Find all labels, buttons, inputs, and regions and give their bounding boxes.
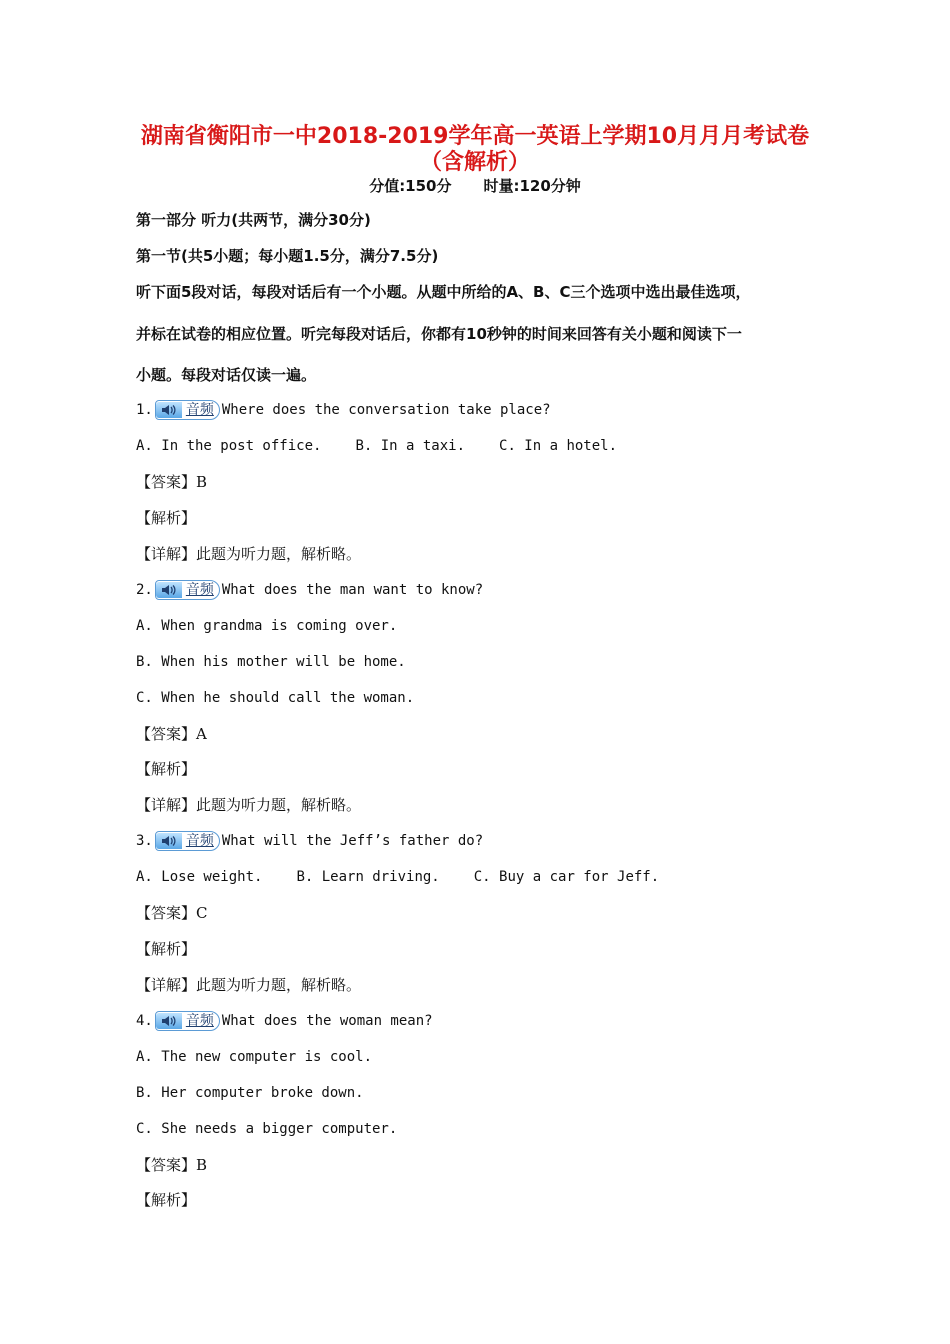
question-text: What will the Jeff’s father do? bbox=[221, 833, 484, 849]
audio-label: 音频 bbox=[185, 402, 214, 418]
detail-line: 【详解】此题为听力题，解析略。 bbox=[136, 976, 362, 994]
question-2 bbox=[136, 579, 483, 601]
question-number: 1. bbox=[136, 402, 153, 418]
answer-line: 【答案】B bbox=[136, 1156, 208, 1174]
title-line-2: （含解析） bbox=[419, 150, 530, 175]
question-text: Where does the conversation take place? bbox=[221, 402, 551, 418]
instruction-line-3: 小题。每段对话仅读一遍。 bbox=[136, 366, 317, 384]
option-c: C. Buy a car for Jeff. bbox=[473, 869, 660, 885]
question-number: 3. bbox=[136, 833, 153, 849]
speaker-icon bbox=[156, 582, 182, 598]
audio-label: 音频 bbox=[185, 582, 214, 598]
detail-line: 【详解】此题为听力题，解析略。 bbox=[136, 545, 362, 563]
audio-label: 音频 bbox=[185, 1013, 214, 1029]
answer-line: 【答案】B bbox=[136, 473, 208, 491]
answer-line: 【答案】A bbox=[136, 725, 207, 743]
option-b: B. When his mother will be home. bbox=[136, 654, 406, 670]
section-heading: 第一节(共5小题；每小题1.5分，满分7.5分) bbox=[136, 247, 439, 265]
audio-button[interactable] bbox=[155, 580, 220, 600]
option-c: C. She needs a bigger computer. bbox=[136, 1121, 398, 1137]
option-b: B. Learn driving. bbox=[296, 869, 440, 885]
option-a: A. In the post office. bbox=[136, 438, 322, 454]
audio-button[interactable] bbox=[155, 400, 220, 420]
option-c: C. In a hotel. bbox=[499, 438, 618, 454]
audio-button[interactable] bbox=[155, 831, 220, 851]
score-time-line bbox=[0, 175, 950, 197]
option-b: B. Her computer broke down. bbox=[136, 1085, 364, 1101]
analysis-line: 【解析】 bbox=[136, 1191, 197, 1209]
question-4 bbox=[136, 1010, 433, 1032]
score-text: 分值:150分 bbox=[369, 177, 452, 195]
audio-label: 音频 bbox=[185, 833, 214, 849]
instruction-line-1: 听下面5段对话，每段对话后有一个小题。从题中所给的A、B、C三个选项中选出最佳选项， bbox=[136, 283, 751, 301]
options-row bbox=[136, 866, 659, 888]
title-line-1: 湖南省衡阳市一中2018-2019学年高一英语上学期10月月月考试卷 bbox=[140, 124, 810, 149]
question-text: What does the man want to know? bbox=[221, 582, 484, 598]
analysis-line: 【解析】 bbox=[136, 760, 197, 778]
instruction-line-2: 并标在试卷的相应位置。听完每段对话后，你都有10秒钟的时间来回答有关小题和阅读下一 bbox=[136, 325, 742, 343]
speaker-icon bbox=[156, 833, 182, 849]
question-text: What does the woman mean? bbox=[221, 1013, 433, 1029]
speaker-icon bbox=[156, 402, 182, 418]
question-1 bbox=[136, 399, 551, 421]
answer-line: 【答案】C bbox=[136, 904, 208, 922]
analysis-line: 【解析】 bbox=[136, 509, 197, 527]
part-heading: 第一部分 听力(共两节，满分30分) bbox=[136, 211, 371, 229]
analysis-line: 【解析】 bbox=[136, 940, 197, 958]
speaker-icon bbox=[156, 1013, 182, 1029]
options-row bbox=[136, 435, 617, 457]
question-number: 4. bbox=[136, 1013, 153, 1029]
time-text: 时量:120分钟 bbox=[483, 177, 581, 195]
option-b: B. In a taxi. bbox=[355, 438, 466, 454]
option-a: A. Lose weight. bbox=[136, 869, 263, 885]
audio-button[interactable] bbox=[155, 1011, 220, 1031]
option-c: C. When he should call the woman. bbox=[136, 690, 415, 706]
detail-line: 【详解】此题为听力题，解析略。 bbox=[136, 796, 362, 814]
question-number: 2. bbox=[136, 582, 153, 598]
question-3 bbox=[136, 830, 483, 852]
option-a: A. When grandma is coming over. bbox=[136, 618, 398, 634]
option-a: A. The new computer is cool. bbox=[136, 1049, 373, 1065]
